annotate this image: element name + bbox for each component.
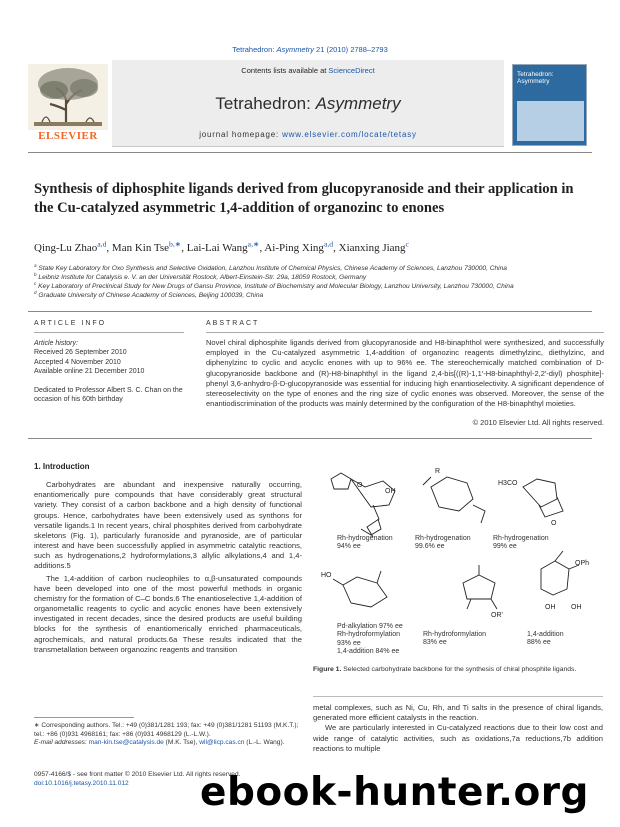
journal-name: Tetrahedron: Asymmetry: [215, 94, 401, 113]
atom-label: OH: [545, 604, 556, 611]
atom-label: OPh: [575, 560, 590, 567]
front-matter: 0957-4166/$ - see front matter © 2010 Elsevier Ltd. All rights reserved. doi:10.1016/j.tetasy.2010.11.012: [34, 771, 241, 787]
intro-left-column: [34, 480, 302, 655]
abstract-heading: ABSTRACT: [206, 320, 260, 327]
header-divider: [28, 152, 592, 153]
affiliation: $^b$ Leibniz Institute for Catalysis e. V. an der Universität Rostock, Albert-Einstein-Str. 29a, 18059 Rostock, Germany: [34, 271, 367, 281]
abstract-text: Novel chiral diphosphite ligands derived from glucopyranoside and H8-binaphthol were synthesized, and successfully employed in the Cu-catalyzed asymmetric 1,4-addition of organozinc reagents dimethylzinc, diethylzinc, and diphenylzinc to cyclic and acyclic enones with up to 96% ee. The stereochemically matched combination of D-glucopyranoside backbone and (R)-H8-binaphthyl in the ligand 2,4-bis[((R)-1,1′-H8-binaphthyl-2,2′-diyl) phosphite]-phenyl 3,6-anhydro-β-D-glucopyranoside was essential for inducing high enantioselectivity. A significant dependence of stereoselectivity on the type of enones and the ring size of cyclic enones was observed. Moreover, the sense of the enantiodiscrimination of the products was mainly determined by the configuration of the H8-binaphthyl moieties.: [206, 338, 604, 409]
figure-divider: [313, 696, 603, 697]
online-date: Available online 21 December 2010: [34, 368, 145, 376]
contents-line: Contents lists available at ScienceDirect: [241, 66, 375, 75]
atom-label: O: [551, 520, 557, 527]
author[interactable]: Ai-Ping Xing$^{a,d}$: [264, 239, 334, 254]
article-info-heading: ARTICLE INFO: [34, 320, 107, 327]
atom-label: OR': [491, 612, 503, 619]
intro-paragraph-2: The 1,4-addition of carbon nucleophiles to α,β-unsaturated compounds have been developed into one of the most powerful methods in organic chemistry for the formation of C–C bonds.6 The enantioselective 1,4-addition of organometallic reagents to cyclic and acyclic enones have been extensively investigated in recent decades, since the desired products are useful building blocks for the synthesis of enantiomerically enriched pharmaceuticals, agrochemicals, and natural products.6a These results indicated that the transmetallation between organozinc reagents and transition: [34, 573, 302, 654]
intro-right-column: [313, 703, 603, 754]
figure-1-structures: [313, 465, 601, 685]
email-link[interactable]: wll@licp.cas.cn: [199, 739, 245, 747]
intro-paragraph-1: Carbohydrates are abundant and inexpensive naturally occurring, enantiomerically pure compounds that have considerably great structural variety. They consist of a carbon backbone and a high density of functional groups. Hence, carbohydrates have been extensively used as synthons for versatile ligands.1 In recent years, chiral phosphites derived from carbohydrate skeletons (Fig. 1), particularly furanoside and pyranoside, are of particular interest and have been successfully applied in asymmetric catalytic reactions, such as hydrogenations,2 hydroformylations,3 allylic alkylations,4 and 1,4-additions.5: [34, 480, 302, 571]
author[interactable]: Qing-Lu Zhao$^{a,d}$: [34, 239, 107, 254]
author[interactable]: Lai-Lai Wang$^{a,∗}$: [186, 239, 260, 254]
section-heading-introduction: 1. Introduction: [34, 462, 90, 471]
atom-label: HO: [321, 572, 332, 579]
cover-title: Tetrahedron: Asymmetry: [517, 71, 554, 86]
dedication: Dedicated to Professor Albert S. C. Chan on the occasion of his 60th birthday: [34, 386, 183, 404]
affiliation: $^a$ State Key Laboratory for Oxo Synthesis and Selective Oxidation, Lanzhou Institute of Chemical Physics, Chinese Academy of Sciences, Lanzhou 730000, China: [34, 262, 507, 272]
affiliation: $^c$ Key Laboratory of Preclinical Study for New Drugs of Gansu Province, Institute of Biochemistry and Molecular Biology, Lanzhou University, Lanzhou 730000, China: [34, 280, 514, 290]
author-list: Qing-Lu Zhao$^{a,d}$, Man Kin Tse$^{b,∗}$, Lai-Lai Wang$^{a,∗}$, Ai-Ping Xing$^{a,d}$, Xianxing Jiang$^c$: [34, 239, 409, 254]
journal-cover-thumbnail[interactable]: [512, 64, 587, 146]
author[interactable]: Man Kin Tse$^{b,∗}$: [111, 239, 182, 254]
figure-label: Pd-alkylation 97% ee Rh-hydroformylation 93% ee 1,4-addition 84% ee: [337, 623, 403, 656]
intro-paragraph-4: We are particularly interested in Cu-catalyzed reactions due to their low cost and wide range of catalytic activities, such as oxidations,7a reductions,7b addition reactions to multiple: [313, 723, 603, 753]
figure-1-caption: Figure 1. Selected carbohydrate backbone for the synthesis of chiral phosphite ligands.: [313, 666, 577, 673]
abstract-copyright: © 2010 Elsevier Ltd. All rights reserved.: [472, 418, 604, 427]
watermark-text: ebook-hunter.org: [200, 770, 589, 815]
email-link[interactable]: man-kin.tse@catalysis.de: [88, 739, 164, 747]
atom-label: H3CO: [498, 480, 518, 487]
journal-homepage: journal homepage: www.elsevier.com/locate/tetasy: [199, 130, 417, 139]
article-info: [34, 339, 184, 405]
figure-label: Rh-hydrogenation 99% ee: [493, 535, 549, 551]
figure-label: Rh-hydrogenation 99.6% ee: [415, 535, 471, 551]
author[interactable]: Xianxing Jiang$^c$: [338, 239, 409, 254]
atom-label: R: [435, 468, 441, 475]
figure-label: Rh-hydrogenation 94% ee: [337, 535, 393, 551]
abstract-divider: [28, 438, 592, 439]
received-date: Received 26 September 2010: [34, 349, 127, 357]
corresponding-footnote: ∗ Corresponding authors. Tel.: +49 (0)381/1281 193; fax: +49 (0)381/1281 51193 (M.K.T.); tel.: +86 (0)931 4968161; fax: +86 (0)931 4968129 (L.-L.W.). E-mail addresses: man-kin.tse@catalysis.de (M.K. Tse), wll@licp.cas.cn (L.-L. Wang).: [34, 722, 299, 747]
atom-label: OH: [385, 488, 396, 495]
sciencedirect-link[interactable]: ScienceDirect: [328, 66, 375, 75]
atom-label: O: [357, 482, 363, 489]
homepage-link[interactable]: www.elsevier.com/locate/tetasy: [282, 130, 417, 139]
footnote-rule: [34, 717, 134, 718]
cover-artwork: [517, 101, 584, 141]
journal-citation[interactable]: Tetrahedron: Asymmetry 21 (2010) 2788–2793: [232, 45, 388, 54]
atom-label: OH: [571, 604, 582, 611]
figure-label: Rh-hydroformylation 83% ee: [423, 631, 487, 647]
elsevier-wordmark: ELSEVIER: [38, 130, 98, 142]
history-label: Article history:: [34, 340, 78, 347]
affiliation-divider: [28, 311, 592, 312]
accepted-date: Accepted 4 November 2010: [34, 358, 121, 366]
affiliation: $^d$ Graduate University of Chinese Academy of Sciences, Beijing 100039, China: [34, 289, 264, 299]
intro-paragraph-3: metal complexes, such as Ni, Cu, Rh, and Ti salts in the presence of chiral ligands, generated more efficient catalysts in the reaction.: [313, 703, 603, 723]
article-info-rule: [34, 332, 184, 333]
abstract-rule: [206, 332, 604, 333]
figure-label: 1,4-addition 88% ee: [527, 631, 564, 647]
paper-title: Synthesis of diphosphite ligands derived from glucopyranoside and their application in the Cu-catalyzed asymmetric 1,4-addition of organozinc to enones: [34, 181, 574, 216]
doi-link[interactable]: doi:10.1016/j.tetasy.2010.11.012: [34, 779, 129, 787]
